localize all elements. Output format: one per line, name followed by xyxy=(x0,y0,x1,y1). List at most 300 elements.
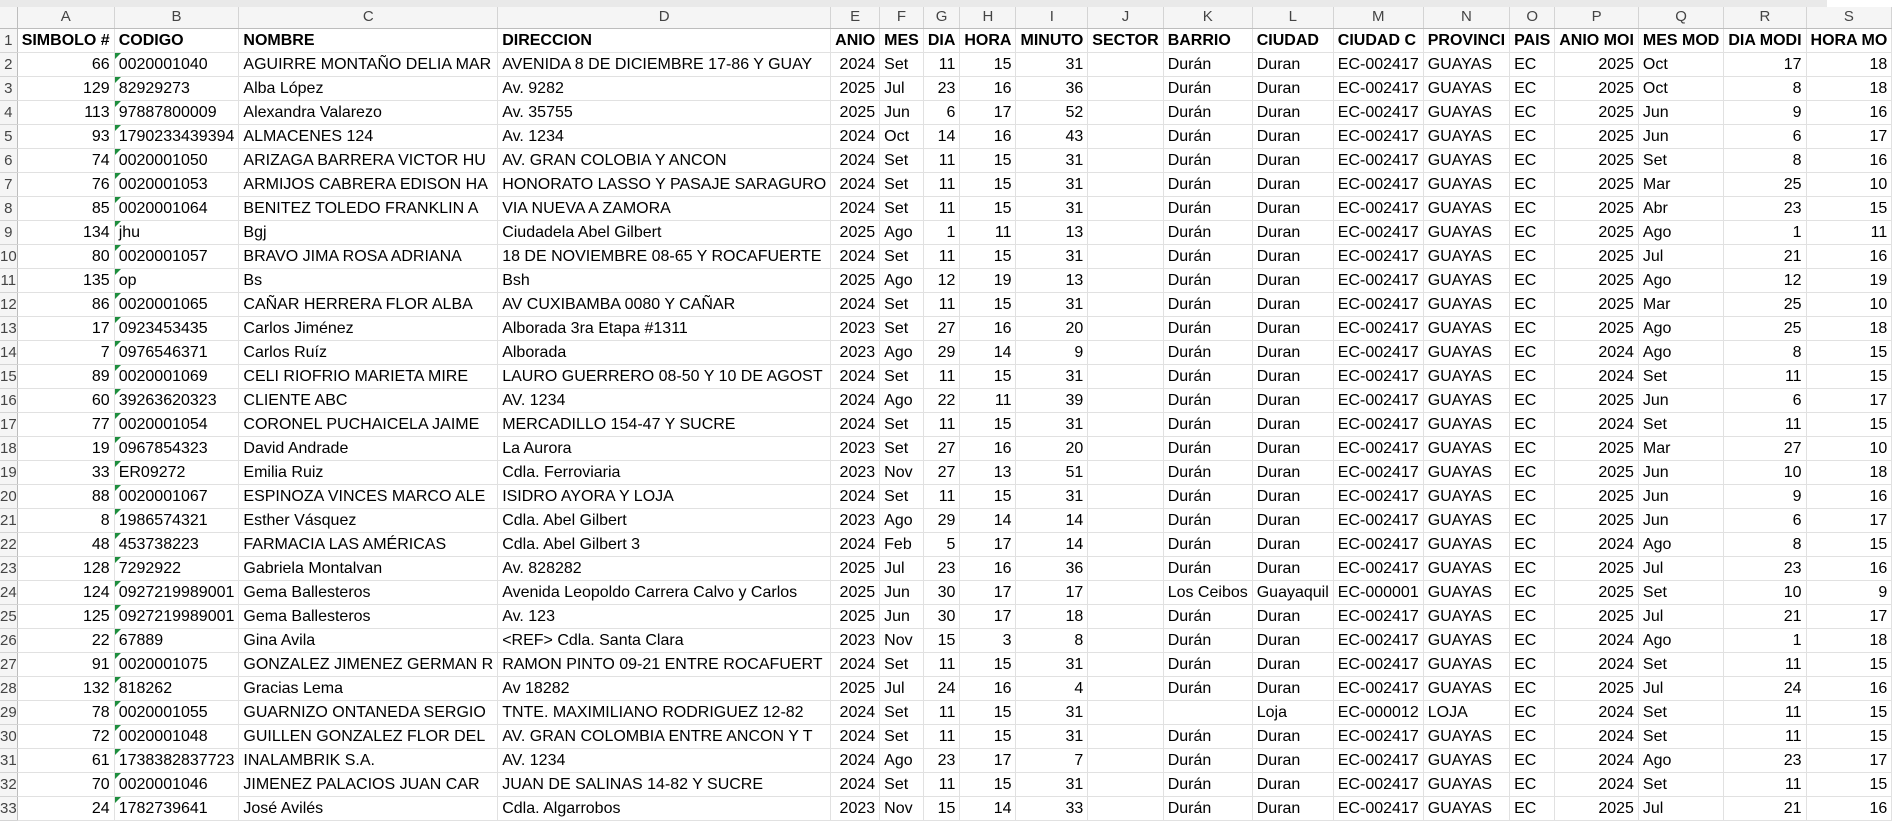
cell-l[interactable]: Duran xyxy=(1252,604,1333,628)
cell-d[interactable]: AV. 1234 xyxy=(498,748,831,772)
cell-n[interactable]: GUAYAS xyxy=(1423,124,1509,148)
cell-o[interactable]: EC xyxy=(1510,484,1555,508)
cell-g[interactable]: 12 xyxy=(923,268,960,292)
cell-g[interactable]: 11 xyxy=(923,292,960,316)
cell-f[interactable]: Set xyxy=(880,316,924,340)
cell-n[interactable]: GUAYAS xyxy=(1423,436,1509,460)
cell-k[interactable]: Durán xyxy=(1163,364,1252,388)
cell-b[interactable]: 0020001054 xyxy=(114,412,239,436)
column-header-r[interactable]: R xyxy=(1724,7,1806,28)
cell-f[interactable]: Jun xyxy=(880,580,924,604)
cell-b[interactable]: 0020001075 xyxy=(114,652,239,676)
cell-m[interactable]: EC-002417 xyxy=(1333,172,1423,196)
cell-c[interactable]: ARMIJOS CABRERA EDISON HA xyxy=(239,172,498,196)
cell-m[interactable]: EC-002417 xyxy=(1333,292,1423,316)
cell-e[interactable]: 2024 xyxy=(831,52,880,76)
row-number[interactable]: 31 xyxy=(0,748,17,772)
cell-h[interactable]: 16 xyxy=(960,676,1016,700)
cell-m[interactable]: EC-002417 xyxy=(1333,628,1423,652)
cell-q[interactable]: Mar xyxy=(1638,172,1723,196)
column-title-f[interactable]: MES xyxy=(880,28,924,52)
cell-c[interactable]: AGUIRRE MONTAÑO DELIA MAR xyxy=(239,52,498,76)
cell-c[interactable]: Gracias Lema xyxy=(239,676,498,700)
cell-g[interactable]: 11 xyxy=(923,148,960,172)
cell-o[interactable]: EC xyxy=(1510,676,1555,700)
cell-c[interactable]: CELI RIOFRIO MARIETA MIRE xyxy=(239,364,498,388)
cell-k[interactable]: Durán xyxy=(1163,316,1252,340)
cell-p[interactable]: 2025 xyxy=(1555,172,1639,196)
cell-e[interactable]: 2024 xyxy=(831,292,880,316)
cell-k[interactable]: Durán xyxy=(1163,748,1252,772)
cell-c[interactable]: David Andrade xyxy=(239,436,498,460)
row-number[interactable]: 15 xyxy=(0,364,17,388)
cell-h[interactable]: 15 xyxy=(960,172,1016,196)
cell-k[interactable]: Durán xyxy=(1163,196,1252,220)
cell-r[interactable]: 1 xyxy=(1724,628,1806,652)
cell-h[interactable]: 11 xyxy=(960,220,1016,244)
cell-n[interactable]: GUAYAS xyxy=(1423,580,1509,604)
cell-f[interactable]: Set xyxy=(880,172,924,196)
cell-o[interactable]: EC xyxy=(1510,124,1555,148)
cell-h[interactable]: 15 xyxy=(960,700,1016,724)
cell-b[interactable]: jhu xyxy=(114,220,239,244)
cell-a[interactable]: 125 xyxy=(17,604,114,628)
cell-q[interactable]: Abr xyxy=(1638,196,1723,220)
cell-o[interactable]: EC xyxy=(1510,436,1555,460)
cell-j[interactable] xyxy=(1088,292,1163,316)
cell-e[interactable]: 2024 xyxy=(831,412,880,436)
cell-f[interactable]: Set xyxy=(880,412,924,436)
cell-n[interactable]: GUAYAS xyxy=(1423,772,1509,796)
cell-p[interactable]: 2025 xyxy=(1555,508,1639,532)
cell-b[interactable]: 0020001050 xyxy=(114,148,239,172)
cell-m[interactable]: EC-002417 xyxy=(1333,124,1423,148)
cell-q[interactable]: Jun xyxy=(1638,508,1723,532)
cell-s[interactable]: 15 xyxy=(1806,700,1892,724)
cell-r[interactable]: 6 xyxy=(1724,508,1806,532)
row-number[interactable]: 3 xyxy=(0,76,17,100)
row-number[interactable]: 16 xyxy=(0,388,17,412)
column-title-s[interactable]: HORA MO xyxy=(1806,28,1892,52)
cell-h[interactable]: 16 xyxy=(960,76,1016,100)
cell-k[interactable]: Durán xyxy=(1163,412,1252,436)
cell-f[interactable]: Ago xyxy=(880,388,924,412)
cell-l[interactable]: Duran xyxy=(1252,148,1333,172)
cell-o[interactable]: EC xyxy=(1510,52,1555,76)
cell-c[interactable]: CLIENTE ABC xyxy=(239,388,498,412)
cell-r[interactable]: 8 xyxy=(1724,148,1806,172)
cell-r[interactable]: 9 xyxy=(1724,100,1806,124)
cell-r[interactable]: 23 xyxy=(1724,748,1806,772)
cell-r[interactable]: 8 xyxy=(1724,76,1806,100)
cell-q[interactable]: Set xyxy=(1638,580,1723,604)
cell-f[interactable]: Set xyxy=(880,652,924,676)
cell-a[interactable]: 80 xyxy=(17,244,114,268)
cell-m[interactable]: EC-002417 xyxy=(1333,772,1423,796)
cell-m[interactable]: EC-002417 xyxy=(1333,268,1423,292)
cell-l[interactable]: Duran xyxy=(1252,100,1333,124)
cell-c[interactable]: ARIZAGA BARRERA VICTOR HU xyxy=(239,148,498,172)
cell-q[interactable]: Set xyxy=(1638,364,1723,388)
cell-c[interactable]: CORONEL PUCHAICELA JAIME xyxy=(239,412,498,436)
cell-n[interactable]: GUAYAS xyxy=(1423,388,1509,412)
cell-a[interactable]: 89 xyxy=(17,364,114,388)
cell-p[interactable]: 2025 xyxy=(1555,316,1639,340)
cell-d[interactable]: Av. 1234 xyxy=(498,124,831,148)
row-number[interactable]: 5 xyxy=(0,124,17,148)
cell-c[interactable]: GUILLEN GONZALEZ FLOR DEL xyxy=(239,724,498,748)
cell-g[interactable]: 27 xyxy=(923,316,960,340)
cell-p[interactable]: 2024 xyxy=(1555,628,1639,652)
cell-n[interactable]: GUAYAS xyxy=(1423,652,1509,676)
cell-o[interactable]: EC xyxy=(1510,268,1555,292)
cell-r[interactable]: 27 xyxy=(1724,436,1806,460)
cell-p[interactable]: 2024 xyxy=(1555,652,1639,676)
cell-k[interactable]: Durán xyxy=(1163,172,1252,196)
cell-p[interactable]: 2024 xyxy=(1555,700,1639,724)
cell-j[interactable] xyxy=(1088,316,1163,340)
cell-i[interactable]: 36 xyxy=(1016,76,1088,100)
cell-f[interactable]: Set xyxy=(880,484,924,508)
cell-d[interactable]: Av 18282 xyxy=(498,676,831,700)
cell-m[interactable]: EC-002417 xyxy=(1333,556,1423,580)
cell-o[interactable]: EC xyxy=(1510,148,1555,172)
cell-o[interactable]: EC xyxy=(1510,292,1555,316)
cell-q[interactable]: Set xyxy=(1638,724,1723,748)
cell-f[interactable]: Ago xyxy=(880,220,924,244)
cell-g[interactable]: 27 xyxy=(923,460,960,484)
cell-l[interactable]: Duran xyxy=(1252,172,1333,196)
cell-j[interactable] xyxy=(1088,508,1163,532)
row-number[interactable]: 29 xyxy=(0,700,17,724)
cell-s[interactable]: 15 xyxy=(1806,364,1892,388)
cell-f[interactable]: Ago xyxy=(880,508,924,532)
cell-h[interactable]: 15 xyxy=(960,196,1016,220)
cell-o[interactable]: EC xyxy=(1510,532,1555,556)
cell-k[interactable]: Durán xyxy=(1163,532,1252,556)
cell-g[interactable]: 23 xyxy=(923,76,960,100)
cell-s[interactable]: 15 xyxy=(1806,532,1892,556)
column-title-k[interactable]: BARRIO xyxy=(1163,28,1252,52)
cell-s[interactable]: 11 xyxy=(1806,220,1892,244)
cell-d[interactable]: <REF> Cdla. Santa Clara xyxy=(498,628,831,652)
column-header-p[interactable]: P xyxy=(1555,7,1639,28)
column-header-d[interactable]: D xyxy=(498,7,831,28)
cell-i[interactable]: 31 xyxy=(1016,652,1088,676)
cell-o[interactable]: EC xyxy=(1510,100,1555,124)
cell-c[interactable]: Emilia Ruiz xyxy=(239,460,498,484)
cell-b[interactable]: 0020001064 xyxy=(114,196,239,220)
cell-b[interactable]: 1790233439394 xyxy=(114,124,239,148)
cell-q[interactable]: Oct xyxy=(1638,52,1723,76)
cell-n[interactable]: GUAYAS xyxy=(1423,556,1509,580)
cell-j[interactable] xyxy=(1088,364,1163,388)
cell-f[interactable]: Set xyxy=(880,772,924,796)
cell-o[interactable]: EC xyxy=(1510,508,1555,532)
cell-r[interactable]: 25 xyxy=(1724,316,1806,340)
cell-h[interactable]: 15 xyxy=(960,724,1016,748)
cell-h[interactable]: 17 xyxy=(960,100,1016,124)
cell-s[interactable]: 15 xyxy=(1806,340,1892,364)
cell-o[interactable]: EC xyxy=(1510,316,1555,340)
cell-r[interactable]: 11 xyxy=(1724,700,1806,724)
cell-j[interactable] xyxy=(1088,100,1163,124)
cell-r[interactable]: 11 xyxy=(1724,772,1806,796)
cell-d[interactable]: Alborada 3ra Etapa #1311 xyxy=(498,316,831,340)
cell-d[interactable]: Cdla. Ferroviaria xyxy=(498,460,831,484)
cell-g[interactable]: 11 xyxy=(923,724,960,748)
cell-e[interactable]: 2025 xyxy=(831,580,880,604)
cell-m[interactable]: EC-002417 xyxy=(1333,460,1423,484)
column-header-o[interactable]: O xyxy=(1510,7,1555,28)
column-title-d[interactable]: DIRECCION xyxy=(498,28,831,52)
cell-p[interactable]: 2024 xyxy=(1555,772,1639,796)
row-number[interactable]: 28 xyxy=(0,676,17,700)
cell-e[interactable]: 2024 xyxy=(831,388,880,412)
cell-m[interactable]: EC-002417 xyxy=(1333,364,1423,388)
cell-m[interactable]: EC-002417 xyxy=(1333,412,1423,436)
cell-e[interactable]: 2023 xyxy=(831,436,880,460)
cell-n[interactable]: GUAYAS xyxy=(1423,628,1509,652)
cell-b[interactable]: 0976546371 xyxy=(114,340,239,364)
cell-j[interactable] xyxy=(1088,340,1163,364)
cell-i[interactable]: 31 xyxy=(1016,700,1088,724)
cell-a[interactable]: 7 xyxy=(17,340,114,364)
cell-e[interactable]: 2023 xyxy=(831,460,880,484)
cell-b[interactable]: 818262 xyxy=(114,676,239,700)
cell-k[interactable]: Durán xyxy=(1163,100,1252,124)
row-number[interactable]: 10 xyxy=(0,244,17,268)
cell-p[interactable]: 2025 xyxy=(1555,796,1639,820)
cell-h[interactable]: 14 xyxy=(960,796,1016,820)
cell-g[interactable]: 29 xyxy=(923,508,960,532)
cell-h[interactable]: 16 xyxy=(960,556,1016,580)
cell-g[interactable]: 11 xyxy=(923,484,960,508)
cell-a[interactable]: 72 xyxy=(17,724,114,748)
row-number[interactable]: 23 xyxy=(0,556,17,580)
cell-j[interactable] xyxy=(1088,724,1163,748)
cell-a[interactable]: 124 xyxy=(17,580,114,604)
cell-l[interactable]: Duran xyxy=(1252,436,1333,460)
cell-k[interactable]: Durán xyxy=(1163,292,1252,316)
cell-e[interactable]: 2025 xyxy=(831,100,880,124)
cell-f[interactable]: Ago xyxy=(880,268,924,292)
cell-p[interactable]: 2025 xyxy=(1555,124,1639,148)
cell-p[interactable]: 2024 xyxy=(1555,412,1639,436)
cell-s[interactable]: 9 xyxy=(1806,580,1892,604)
cell-d[interactable]: MERCADILLO 154-47 Y SUCRE xyxy=(498,412,831,436)
cell-f[interactable]: Oct xyxy=(880,124,924,148)
cell-r[interactable]: 11 xyxy=(1724,724,1806,748)
cell-j[interactable] xyxy=(1088,196,1163,220)
cell-e[interactable]: 2024 xyxy=(831,244,880,268)
cell-q[interactable]: Jun xyxy=(1638,388,1723,412)
cell-o[interactable]: EC xyxy=(1510,364,1555,388)
cell-p[interactable]: 2025 xyxy=(1555,244,1639,268)
cell-k[interactable] xyxy=(1163,700,1252,724)
cell-o[interactable]: EC xyxy=(1510,700,1555,724)
cell-r[interactable]: 1 xyxy=(1724,220,1806,244)
cell-j[interactable] xyxy=(1088,772,1163,796)
row-number[interactable]: 9 xyxy=(0,220,17,244)
cell-i[interactable]: 17 xyxy=(1016,580,1088,604)
cell-h[interactable]: 16 xyxy=(960,316,1016,340)
cell-p[interactable]: 2025 xyxy=(1555,100,1639,124)
cell-l[interactable]: Duran xyxy=(1252,388,1333,412)
cell-c[interactable]: Carlos Ruíz xyxy=(239,340,498,364)
cell-i[interactable]: 36 xyxy=(1016,556,1088,580)
row-number[interactable]: 18 xyxy=(0,436,17,460)
cell-k[interactable]: Durán xyxy=(1163,556,1252,580)
cell-o[interactable]: EC xyxy=(1510,724,1555,748)
cell-l[interactable]: Duran xyxy=(1252,52,1333,76)
cell-q[interactable]: Ago xyxy=(1638,340,1723,364)
cell-d[interactable]: ISIDRO AYORA Y LOJA xyxy=(498,484,831,508)
row-number[interactable]: 12 xyxy=(0,292,17,316)
cell-d[interactable]: AVENIDA 8 DE DICIEMBRE 17-86 Y GUAY xyxy=(498,52,831,76)
cell-e[interactable]: 2024 xyxy=(831,148,880,172)
row-number[interactable]: 1 xyxy=(0,28,17,52)
cell-m[interactable]: EC-002417 xyxy=(1333,52,1423,76)
cell-j[interactable] xyxy=(1088,268,1163,292)
cell-o[interactable]: EC xyxy=(1510,556,1555,580)
cell-a[interactable]: 22 xyxy=(17,628,114,652)
cell-p[interactable]: 2024 xyxy=(1555,724,1639,748)
cell-r[interactable]: 6 xyxy=(1724,388,1806,412)
cell-i[interactable]: 31 xyxy=(1016,772,1088,796)
cell-d[interactable]: 18 DE NOVIEMBRE 08-65 Y ROCAFUERTE xyxy=(498,244,831,268)
cell-f[interactable]: Jul xyxy=(880,676,924,700)
cell-j[interactable] xyxy=(1088,172,1163,196)
cell-i[interactable]: 4 xyxy=(1016,676,1088,700)
cell-p[interactable]: 2025 xyxy=(1555,604,1639,628)
column-title-r[interactable]: DIA MODI xyxy=(1724,28,1806,52)
cell-m[interactable]: EC-002417 xyxy=(1333,508,1423,532)
cell-n[interactable]: GUAYAS xyxy=(1423,508,1509,532)
cell-c[interactable]: JIMENEZ PALACIOS JUAN CAR xyxy=(239,772,498,796)
column-header-g[interactable]: G xyxy=(923,7,960,28)
cell-n[interactable]: GUAYAS xyxy=(1423,100,1509,124)
cell-i[interactable]: 31 xyxy=(1016,52,1088,76)
cell-b[interactable]: 0020001057 xyxy=(114,244,239,268)
cell-k[interactable]: Durán xyxy=(1163,388,1252,412)
cell-l[interactable]: Duran xyxy=(1252,340,1333,364)
cell-j[interactable] xyxy=(1088,580,1163,604)
cell-d[interactable]: Av. 828282 xyxy=(498,556,831,580)
cell-c[interactable]: BENITEZ TOLEDO FRANKLIN A xyxy=(239,196,498,220)
cell-g[interactable]: 11 xyxy=(923,364,960,388)
cell-p[interactable]: 2025 xyxy=(1555,220,1639,244)
cell-p[interactable]: 2024 xyxy=(1555,748,1639,772)
cell-n[interactable]: GUAYAS xyxy=(1423,148,1509,172)
cell-b[interactable]: 0020001067 xyxy=(114,484,239,508)
cell-g[interactable]: 11 xyxy=(923,196,960,220)
row-number[interactable]: 7 xyxy=(0,172,17,196)
cell-r[interactable]: 17 xyxy=(1724,52,1806,76)
cell-p[interactable]: 2025 xyxy=(1555,388,1639,412)
cell-f[interactable]: Set xyxy=(880,700,924,724)
cell-r[interactable]: 25 xyxy=(1724,172,1806,196)
cell-l[interactable]: Duran xyxy=(1252,76,1333,100)
cell-m[interactable]: EC-002417 xyxy=(1333,148,1423,172)
cell-r[interactable]: 11 xyxy=(1724,412,1806,436)
cell-o[interactable]: EC xyxy=(1510,340,1555,364)
cell-f[interactable]: Ago xyxy=(880,748,924,772)
cell-m[interactable]: EC-002417 xyxy=(1333,196,1423,220)
cell-n[interactable]: GUAYAS xyxy=(1423,52,1509,76)
cell-k[interactable]: Durán xyxy=(1163,148,1252,172)
cell-n[interactable]: GUAYAS xyxy=(1423,316,1509,340)
column-title-e[interactable]: ANIO xyxy=(831,28,880,52)
column-header-a[interactable]: A xyxy=(17,7,114,28)
cell-q[interactable]: Set xyxy=(1638,700,1723,724)
cell-s[interactable]: 15 xyxy=(1806,724,1892,748)
cell-e[interactable]: 2023 xyxy=(831,796,880,820)
column-title-q[interactable]: MES MOD xyxy=(1638,28,1723,52)
cell-p[interactable]: 2025 xyxy=(1555,148,1639,172)
cell-r[interactable]: 8 xyxy=(1724,340,1806,364)
cell-c[interactable]: CAÑAR HERRERA FLOR ALBA xyxy=(239,292,498,316)
cell-m[interactable]: EC-002417 xyxy=(1333,532,1423,556)
cell-s[interactable]: 17 xyxy=(1806,604,1892,628)
cell-d[interactable]: Av. 9282 xyxy=(498,76,831,100)
cell-j[interactable] xyxy=(1088,148,1163,172)
cell-d[interactable]: TNTE. MAXIMILIANO RODRIGUEZ 12-82 xyxy=(498,700,831,724)
row-number[interactable]: 33 xyxy=(0,796,17,820)
cell-b[interactable]: 0923453435 xyxy=(114,316,239,340)
cell-l[interactable]: Duran xyxy=(1252,196,1333,220)
cell-r[interactable]: 25 xyxy=(1724,292,1806,316)
cell-d[interactable]: La Aurora xyxy=(498,436,831,460)
column-header-c[interactable]: C xyxy=(239,7,498,28)
row-number[interactable]: 30 xyxy=(0,724,17,748)
cell-j[interactable] xyxy=(1088,244,1163,268)
cell-d[interactable]: HONORATO LASSO Y PASAJE SARAGURO xyxy=(498,172,831,196)
cell-j[interactable] xyxy=(1088,676,1163,700)
cell-d[interactable]: Bsh xyxy=(498,268,831,292)
cell-h[interactable]: 17 xyxy=(960,604,1016,628)
cell-p[interactable]: 2024 xyxy=(1555,364,1639,388)
cell-m[interactable]: EC-002417 xyxy=(1333,484,1423,508)
cell-q[interactable]: Set xyxy=(1638,652,1723,676)
cell-i[interactable]: 7 xyxy=(1016,748,1088,772)
cell-c[interactable]: BRAVO JIMA ROSA ADRIANA xyxy=(239,244,498,268)
cell-e[interactable]: 2024 xyxy=(831,364,880,388)
cell-r[interactable]: 23 xyxy=(1724,556,1806,580)
cell-s[interactable]: 15 xyxy=(1806,772,1892,796)
cell-s[interactable]: 15 xyxy=(1806,412,1892,436)
cell-b[interactable]: 0020001048 xyxy=(114,724,239,748)
cell-c[interactable]: Gina Avila xyxy=(239,628,498,652)
cell-e[interactable]: 2024 xyxy=(831,652,880,676)
row-number[interactable]: 24 xyxy=(0,580,17,604)
cell-p[interactable]: 2025 xyxy=(1555,268,1639,292)
select-all-corner[interactable] xyxy=(0,7,17,28)
cell-r[interactable]: 21 xyxy=(1724,244,1806,268)
cell-i[interactable]: 31 xyxy=(1016,412,1088,436)
cell-j[interactable] xyxy=(1088,52,1163,76)
cell-b[interactable]: 0020001046 xyxy=(114,772,239,796)
cell-g[interactable]: 22 xyxy=(923,388,960,412)
cell-q[interactable]: Mar xyxy=(1638,436,1723,460)
cell-a[interactable]: 74 xyxy=(17,148,114,172)
cell-f[interactable]: Nov xyxy=(880,796,924,820)
cell-e[interactable]: 2025 xyxy=(831,76,880,100)
cell-p[interactable]: 2025 xyxy=(1555,76,1639,100)
cell-f[interactable]: Jul xyxy=(880,76,924,100)
cell-n[interactable]: GUAYAS xyxy=(1423,340,1509,364)
cell-m[interactable]: EC-002417 xyxy=(1333,748,1423,772)
